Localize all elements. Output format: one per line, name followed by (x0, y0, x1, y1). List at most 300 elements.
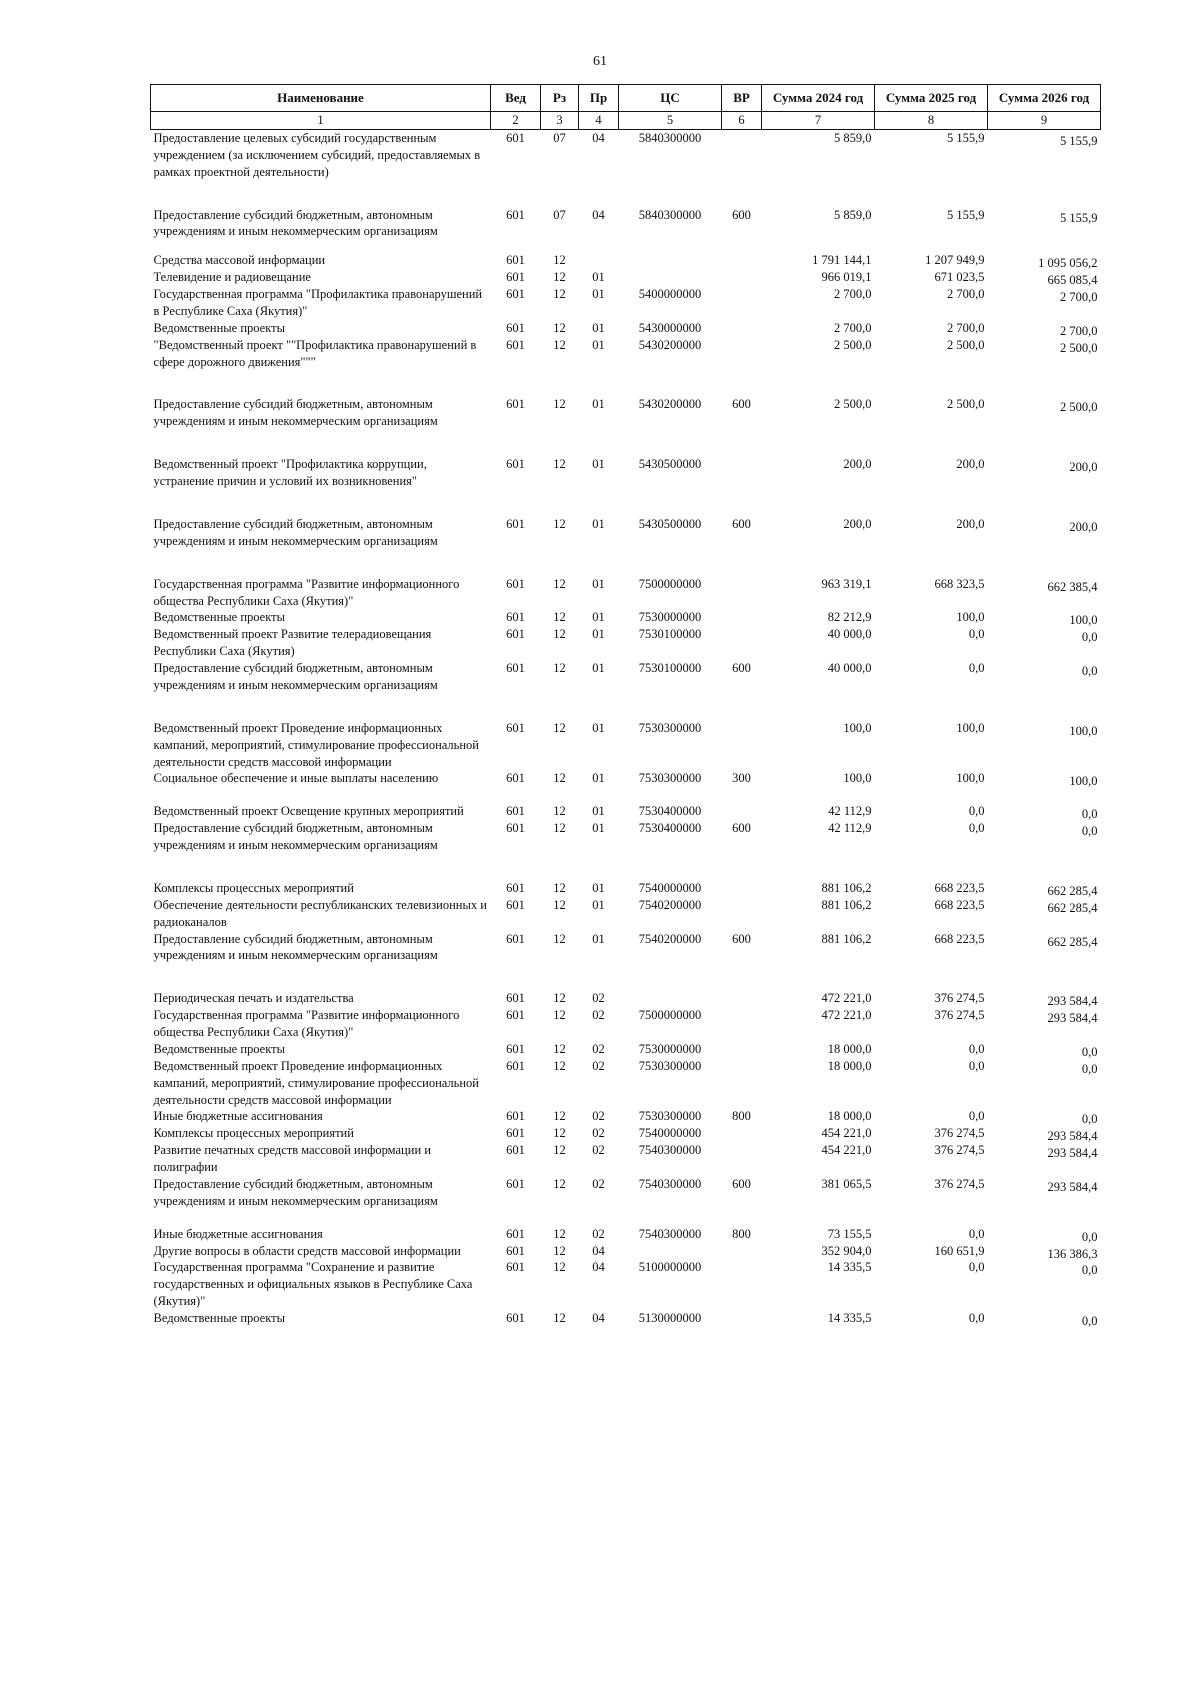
row-pr: 01 (592, 320, 605, 335)
row-pr: 02 (592, 1058, 605, 1073)
row-sum-2026-cell (988, 1226, 1101, 1243)
table-row (151, 626, 1101, 660)
column-number: 2 (491, 112, 541, 130)
row-sum-2026-cell (988, 803, 1101, 820)
row-sum-2026: 662 285,4 (1047, 934, 1098, 949)
table-row (151, 720, 1101, 771)
row-sum-2026: 0,0 (1081, 664, 1098, 678)
row-sum-2024: 18 000,0 (827, 1058, 872, 1073)
table-row (151, 1142, 1101, 1176)
row-pr: 01 (592, 287, 605, 301)
row-cs (619, 990, 722, 1007)
row-cs: 7530000000 (638, 1041, 702, 1056)
row-vr: 800 (732, 1226, 751, 1241)
row-cs: 5430000000 (638, 320, 702, 335)
row-name: Средства массовой информации (153, 253, 326, 268)
row-pr: 01 (592, 337, 605, 352)
row-pr: 01 (592, 661, 605, 675)
row-name: Ведомственные проекты (153, 320, 286, 335)
row-sum-2026-cell (988, 576, 1101, 610)
column-number: 5 (619, 112, 722, 130)
row-sum-2026: 100,0 (1069, 613, 1098, 628)
row-pr: 01 (592, 821, 605, 836)
row-rz: 07 (553, 130, 566, 145)
row-pr: 04 (592, 1243, 605, 1258)
row-ved: 601 (506, 1260, 525, 1275)
row-vr (722, 1007, 762, 1041)
row-vr (722, 990, 762, 1007)
row-sum-2025: 2 700,0 (947, 320, 985, 335)
row-vr: 600 (732, 661, 751, 675)
row-rz: 12 (553, 1243, 566, 1258)
row-name: Иные бюджетные ассигнования (153, 1226, 323, 1241)
row-ved: 601 (506, 1143, 525, 1158)
row-sum-2026-cell (988, 207, 1101, 253)
row-vr (722, 880, 762, 897)
row-cs: 7540000000 (638, 1126, 702, 1141)
row-sum-2024: 966 019,1 (821, 270, 872, 285)
row-sum-2026-cell (988, 252, 1101, 269)
column-number: 9 (988, 112, 1101, 130)
row-sum-2024: 82 212,9 (827, 610, 872, 625)
row-cs (619, 1243, 722, 1260)
row-sum-2025: 376 274,5 (934, 991, 985, 1006)
row-sum-2025: 200,0 (956, 516, 985, 531)
row-pr: 02 (592, 1041, 605, 1056)
row-vr (722, 337, 762, 397)
row-sum-2025: 5 155,9 (947, 207, 985, 222)
row-rz: 12 (553, 516, 566, 531)
column-header-sum-2025: Сумма 2025 год (875, 85, 988, 112)
row-cs: 7530000000 (638, 610, 702, 625)
row-sum-2025: 0,0 (968, 821, 985, 836)
row-vr (722, 626, 762, 660)
row-pr: 01 (592, 610, 605, 625)
row-cs: 7540200000 (638, 931, 702, 946)
row-pr: 04 (592, 207, 605, 222)
row-name: Государственная программа "Сохранение и развитие государственных и официальных языков в Республике Саха (Якутия)" (153, 1260, 473, 1309)
row-sum-2025: 0,0 (968, 1226, 985, 1241)
row-ved: 601 (506, 130, 525, 145)
row-rz: 12 (553, 1226, 566, 1241)
row-vr (722, 252, 762, 269)
row-sum-2025: 671 023,5 (934, 270, 985, 285)
row-sum-2024: 2 500,0 (834, 397, 872, 412)
row-vr (722, 576, 762, 610)
row-sum-2025: 0,0 (968, 804, 985, 819)
row-sum-2025: 668 223,5 (934, 880, 985, 895)
table-row (151, 660, 1101, 720)
row-rz: 12 (553, 320, 566, 335)
row-sum-2026: 0,0 (1081, 1314, 1098, 1328)
row-sum-2026: 293 584,4 (1047, 1146, 1098, 1161)
row-sum-2024: 40 000,0 (827, 661, 872, 675)
table-body (151, 129, 1101, 1327)
row-sum-2026-cell (988, 337, 1101, 397)
row-pr: 04 (592, 1311, 605, 1325)
row-vr (722, 320, 762, 337)
row-sum-2024: 963 319,1 (821, 576, 872, 591)
row-name: Государственная программа "Развитие информационного общества Республики Саха (Якутия)" (153, 1008, 460, 1039)
row-rz: 12 (553, 627, 566, 642)
row-rz: 12 (553, 931, 566, 946)
row-sum-2024: 2 700,0 (834, 287, 872, 301)
row-sum-2026: 100,0 (1069, 774, 1098, 789)
row-sum-2026: 100,0 (1069, 723, 1098, 738)
row-vr (722, 1041, 762, 1058)
column-number: 1 (151, 112, 491, 130)
row-vr: 800 (732, 1109, 751, 1124)
row-sum-2026: 293 584,4 (1047, 1129, 1098, 1144)
row-sum-2026: 2 500,0 (1060, 400, 1098, 415)
table-row (151, 609, 1101, 626)
row-sum-2026-cell (988, 1125, 1101, 1142)
row-name: Комплексы процессных мероприятий (153, 1126, 354, 1141)
row-ved: 601 (506, 270, 525, 285)
row-cs: 5430500000 (638, 516, 702, 531)
row-cs: 5840300000 (638, 207, 702, 222)
row-sum-2026: 665 085,4 (1047, 273, 1098, 288)
row-sum-2026: 0,0 (1081, 1061, 1098, 1076)
row-rz: 12 (553, 1176, 566, 1191)
row-name: Ведомственный проект Развитие телерадиовещания Республики Саха (Якутия) (153, 627, 432, 659)
row-name: Периодическая печать и издательства (153, 991, 354, 1006)
row-pr: 01 (592, 880, 605, 895)
row-sum-2024: 472 221,0 (821, 1008, 872, 1023)
row-pr: 01 (592, 804, 605, 819)
row-name: Предоставление субсидий бюджетным, автономным учреждениям и иным некоммерческим организациям (153, 397, 438, 429)
row-pr: 02 (592, 991, 605, 1006)
table-row (151, 286, 1101, 320)
row-cs (619, 269, 722, 286)
row-rz: 07 (553, 207, 566, 222)
row-rz: 12 (553, 270, 566, 285)
row-rz: 12 (553, 1260, 566, 1275)
column-header-vr: ВР (722, 85, 762, 112)
row-cs: 7530300000 (638, 771, 702, 786)
row-name: Другие вопросы в области средств массовой информации (153, 1243, 461, 1258)
row-rz: 12 (553, 287, 566, 301)
row-rz: 12 (553, 397, 566, 412)
row-vr: 600 (732, 207, 751, 222)
row-sum-2024: 200,0 (843, 516, 872, 531)
row-sum-2026-cell (988, 320, 1101, 337)
row-sum-2024: 100,0 (843, 720, 872, 735)
row-pr: 01 (592, 516, 605, 531)
table-row (151, 770, 1101, 803)
table-row (151, 897, 1101, 931)
column-header-name: Наименование (151, 85, 491, 112)
row-pr: 01 (592, 627, 605, 642)
row-sum-2026-cell (988, 660, 1101, 720)
row-sum-2025: 160 651,9 (934, 1243, 985, 1258)
row-sum-2026: 662 285,4 (1047, 900, 1098, 915)
row-vr (722, 1259, 762, 1310)
row-sum-2024: 100,0 (843, 771, 872, 786)
row-sum-2024: 73 155,5 (827, 1226, 872, 1241)
column-header-ved: Вед (491, 85, 541, 112)
row-cs (619, 252, 722, 269)
row-ved: 601 (506, 897, 525, 912)
row-rz: 12 (553, 1008, 566, 1023)
row-ved: 601 (506, 627, 525, 642)
table-row (151, 252, 1101, 269)
row-pr: 02 (592, 1008, 605, 1023)
row-sum-2025: 100,0 (956, 610, 985, 625)
row-sum-2025: 2 500,0 (947, 397, 985, 412)
row-sum-2026: 5 155,9 (1060, 210, 1098, 225)
header-row (151, 85, 1101, 112)
row-cs: 5100000000 (638, 1260, 702, 1275)
row-pr: 01 (592, 720, 605, 735)
row-sum-2026-cell (988, 1142, 1101, 1176)
row-pr: 01 (592, 270, 605, 285)
row-rz: 12 (553, 610, 566, 625)
row-ved: 601 (506, 1041, 525, 1056)
page-number: 61 (593, 54, 607, 69)
row-rz: 12 (553, 880, 566, 895)
row-sum-2024: 42 112,9 (828, 821, 872, 836)
table-row (151, 1108, 1101, 1125)
row-name: Государственная программа "Профилактика правонарушений в Республике Саха (Якутия)" (153, 287, 483, 318)
row-rz: 12 (553, 457, 566, 472)
row-vr (722, 609, 762, 626)
row-rz: 12 (553, 991, 566, 1006)
row-vr (722, 286, 762, 320)
column-number: 8 (875, 112, 988, 130)
row-sum-2024: 40 000,0 (827, 627, 872, 642)
row-ved: 601 (506, 880, 525, 895)
row-ved: 601 (506, 1226, 525, 1241)
row-ved: 601 (506, 1008, 525, 1023)
row-sum-2025: 0,0 (968, 1058, 985, 1073)
column-number: 7 (762, 112, 875, 130)
column-header-sum-2024: Сумма 2024 год (762, 85, 875, 112)
row-ved: 601 (506, 610, 525, 625)
row-vr: 600 (732, 1176, 751, 1191)
table-row (151, 320, 1101, 337)
row-sum-2026-cell (988, 931, 1101, 991)
row-sum-2026-cell (988, 897, 1101, 931)
column-number: 3 (541, 112, 579, 130)
budget-table (150, 84, 1101, 1327)
row-vr (722, 1310, 762, 1327)
row-sum-2026-cell (988, 129, 1101, 206)
row-ved: 601 (506, 771, 525, 786)
row-sum-2026: 0,0 (1081, 1112, 1098, 1127)
row-sum-2024: 881 106,2 (821, 931, 872, 946)
row-sum-2025: 376 274,5 (934, 1143, 985, 1158)
row-sum-2026-cell (988, 1176, 1101, 1226)
row-sum-2025: 376 274,5 (934, 1176, 985, 1191)
row-name: Предоставление субсидий бюджетным, автономным учреждениям и иным некоммерческим организациям (153, 931, 438, 963)
row-sum-2026-cell (988, 456, 1101, 516)
row-vr (722, 897, 762, 931)
row-vr: 600 (732, 821, 751, 836)
row-cs: 7500000000 (638, 576, 702, 591)
row-name: Обеспечение деятельности республиканских телевизионных и радиоканалов (153, 897, 487, 929)
row-sum-2026: 0,0 (1081, 1263, 1098, 1278)
row-sum-2024: 14 335,5 (827, 1260, 872, 1275)
row-vr (722, 1058, 762, 1109)
row-ved: 601 (506, 287, 525, 301)
row-sum-2024: 454 221,0 (821, 1143, 872, 1158)
row-name: Социальное обеспечение и иные выплаты населению (153, 771, 439, 786)
row-sum-2025: 0,0 (968, 1041, 985, 1056)
row-cs: 7530400000 (638, 804, 702, 819)
row-sum-2026-cell (988, 1041, 1101, 1058)
row-sum-2025: 376 274,5 (934, 1008, 985, 1023)
table-row (151, 1007, 1101, 1041)
row-ved: 601 (506, 1126, 525, 1141)
column-header-sum-2026: Сумма 2026 год (988, 85, 1101, 112)
row-sum-2025: 5 155,9 (947, 130, 985, 145)
table-row (151, 820, 1101, 880)
row-name: Ведомственный проект "Профилактика коррупции, устранение причин и условий их возникновения" (153, 457, 427, 488)
row-name: Развитие печатных средств массовой информации и полиграфии (153, 1143, 431, 1174)
row-cs: 7530100000 (638, 661, 702, 675)
column-header-rz: Рз (541, 85, 579, 112)
row-rz: 12 (553, 661, 566, 675)
row-vr (722, 1142, 762, 1176)
row-sum-2025: 1 207 949,9 (925, 253, 985, 268)
row-name: Комплексы процессных мероприятий (153, 880, 354, 895)
row-sum-2026-cell (988, 396, 1101, 456)
row-sum-2026-cell (988, 1058, 1101, 1109)
row-rz: 12 (553, 1058, 566, 1073)
row-cs: 7540200000 (638, 897, 702, 912)
row-name: Предоставление субсидий бюджетным, автономным учреждениям и иным некоммерческим организациям (153, 661, 438, 692)
row-sum-2026-cell (988, 820, 1101, 880)
row-rz: 12 (553, 1311, 566, 1325)
row-sum-2026: 0,0 (1081, 1044, 1098, 1059)
row-sum-2024: 352 904,0 (821, 1243, 872, 1258)
row-rz: 12 (553, 1041, 566, 1056)
row-sum-2025: 0,0 (968, 1109, 985, 1124)
row-sum-2026-cell (988, 990, 1101, 1007)
row-sum-2025: 100,0 (956, 771, 985, 786)
row-cs: 7540000000 (638, 880, 702, 895)
table-row (151, 931, 1101, 991)
row-sum-2026-cell (988, 1243, 1101, 1260)
row-sum-2025: 668 323,5 (934, 576, 985, 591)
row-pr: 02 (592, 1226, 605, 1241)
row-sum-2026: 200,0 (1069, 519, 1098, 534)
row-cs: 5430200000 (638, 397, 702, 412)
row-rz: 12 (553, 253, 566, 268)
column-number: 4 (579, 112, 619, 130)
row-name: Ведомственный проект Проведение информационных кампаний, мероприятий, стимулирование профессиональной деятельности средств массовой информации (153, 720, 480, 769)
row-sum-2026-cell (988, 1108, 1101, 1125)
row-ved: 601 (506, 1311, 525, 1325)
table-row (151, 990, 1101, 1007)
row-vr (722, 803, 762, 820)
table-row (151, 129, 1101, 206)
row-ved: 601 (506, 576, 525, 591)
row-sum-2026: 662 385,4 (1047, 579, 1098, 594)
row-vr (722, 456, 762, 516)
row-sum-2024: 42 112,9 (828, 804, 872, 819)
row-vr: 300 (732, 771, 751, 786)
row-sum-2025: 200,0 (956, 457, 985, 472)
row-name: Ведомственные проекты (153, 1041, 286, 1056)
row-name: Государственная программа "Развитие информационного общества Республики Саха (Якутия)" (153, 576, 460, 608)
row-sum-2026-cell (988, 516, 1101, 576)
row-ved: 601 (506, 337, 525, 352)
row-rz: 12 (553, 897, 566, 912)
row-name: "Ведомственный проект ""Профилактика правонарушений в сфере дорожного движения""" (153, 337, 477, 369)
row-sum-2026: 2 500,0 (1060, 340, 1098, 355)
row-ved: 601 (506, 207, 525, 222)
row-ved: 601 (506, 320, 525, 335)
row-pr: 04 (592, 1260, 605, 1275)
table-row (151, 1041, 1101, 1058)
row-sum-2026: 0,0 (1081, 824, 1098, 839)
row-ved: 601 (506, 804, 525, 819)
row-vr: 600 (732, 397, 751, 412)
row-sum-2024: 5 859,0 (834, 130, 872, 145)
row-sum-2024: 381 065,5 (821, 1176, 872, 1191)
row-pr: 01 (592, 771, 605, 786)
table-row (151, 880, 1101, 897)
row-pr: 02 (592, 1143, 605, 1158)
row-cs: 5130000000 (638, 1311, 702, 1325)
row-name: Предоставление целевых субсидий государственным учреждением (за исключением субсидий, предоставляемых в рамках проектной деятельности) (153, 130, 481, 179)
row-cs: 5430500000 (638, 457, 702, 472)
row-sum-2024: 454 221,0 (821, 1126, 872, 1141)
row-sum-2025: 0,0 (968, 1311, 985, 1325)
row-sum-2025: 668 223,5 (934, 931, 985, 946)
row-pr: 01 (592, 931, 605, 946)
row-ved: 601 (506, 516, 525, 531)
row-cs: 7530300000 (638, 720, 702, 735)
row-sum-2026: 0,0 (1081, 1229, 1098, 1244)
table-row (151, 1243, 1101, 1260)
row-sum-2024: 18 000,0 (827, 1109, 872, 1124)
row-ved: 601 (506, 821, 525, 836)
row-pr: 01 (592, 576, 605, 591)
row-cs: 5400000000 (638, 287, 702, 301)
table-row (151, 516, 1101, 576)
row-sum-2026-cell (988, 1310, 1101, 1327)
row-sum-2025: 0,0 (968, 1260, 985, 1275)
row-ved: 601 (506, 397, 525, 412)
table-row (151, 396, 1101, 456)
row-sum-2024: 881 106,2 (821, 897, 872, 912)
row-sum-2026-cell (988, 720, 1101, 771)
row-ved: 601 (506, 1058, 525, 1073)
row-sum-2024: 2 500,0 (834, 337, 872, 352)
row-sum-2026: 1 095 056,2 (1038, 256, 1098, 271)
column-number: 6 (722, 112, 762, 130)
row-sum-2026: 293 584,4 (1047, 1011, 1098, 1026)
row-sum-2025: 2 700,0 (947, 287, 985, 301)
row-rz: 12 (553, 1143, 566, 1158)
row-pr: 04 (592, 130, 605, 145)
row-pr: 01 (592, 397, 605, 412)
row-pr: 01 (592, 897, 605, 912)
table-row (151, 1226, 1101, 1243)
row-pr: 01 (592, 457, 605, 472)
row-name: Предоставление субсидий бюджетным, автономным учреждениям и иным некоммерческим организациям (153, 516, 438, 548)
row-sum-2026-cell (988, 609, 1101, 626)
row-pr (579, 252, 619, 269)
row-ved: 601 (506, 253, 525, 268)
row-sum-2024: 472 221,0 (821, 991, 872, 1006)
row-ved: 601 (506, 661, 525, 675)
row-sum-2025: 0,0 (968, 627, 985, 642)
row-ved: 601 (506, 457, 525, 472)
